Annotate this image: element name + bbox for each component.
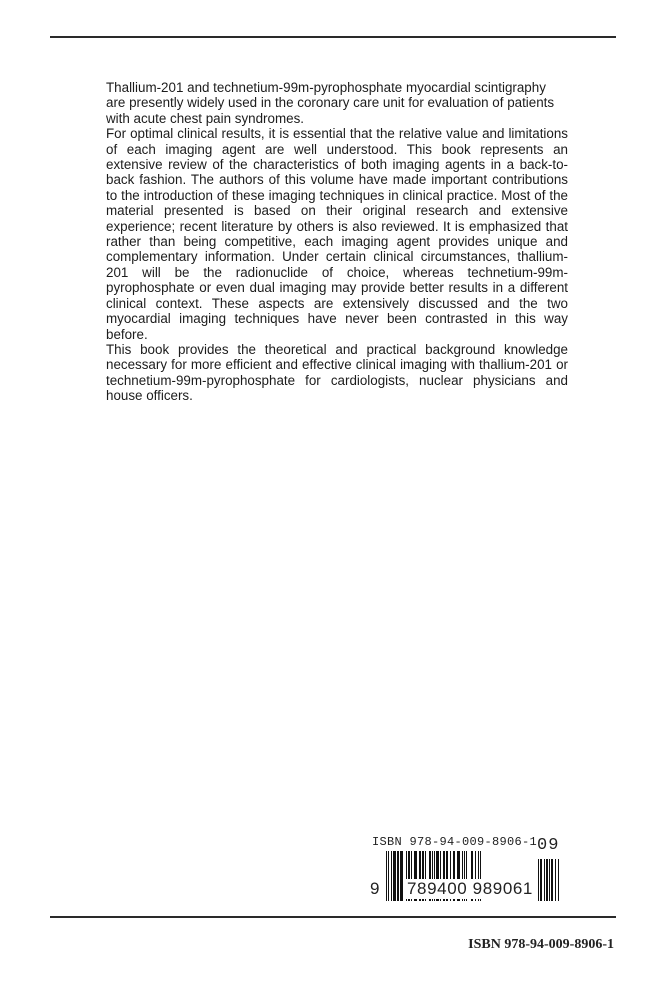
barcode-bar — [391, 851, 392, 901]
blurb-paragraph-1: Thallium-201 and technetium-99m-pyrophosphate myocardial scintigraphy are presently widely used in the coronary care unit for evaluation of patients with acute chest pain syndromes. — [106, 80, 555, 126]
footer-isbn: ISBN 978-94-009-8906-1 — [468, 937, 614, 952]
isbn-barcode — [370, 835, 570, 903]
barcode-bar — [538, 859, 539, 901]
back-cover-blurb — [106, 80, 568, 404]
barcode-bar — [400, 851, 403, 901]
barcode-bar — [386, 851, 387, 901]
barcode-lead-digit: 9 — [370, 879, 380, 898]
barcode-bar — [546, 859, 548, 901]
blurb-paragraph-2: For optimal clinical results, it is essential that the relative value and limitations of each imaging agent are well understood. This book represents an extensive review of the characteristics of both imaging agents in a back-to-back fashion. The authors of this volume have made important contributions to the introduction of these imaging techniques in clinical practice. Most of the material presented is based on their original research and extensive experience; recent literature by others is also reviewed. It is emphasized that rather than being competitive, each imaging agent provides unique and complementary information. Under certain clinical circumstances, thallium-201 will be the radionuclide of choice, whereas technetium-99m-pyrophosphate or even dual imaging may provide better results in a different clinical context. These aspects are extensively discussed and the two myocardial imaging techniques have never been contrasted in this way before. — [106, 126, 568, 342]
barcode-bar — [555, 859, 556, 901]
barcode-bar — [540, 859, 542, 901]
barcode-bar — [551, 859, 553, 901]
barcode-bar — [397, 851, 399, 901]
top-rule — [50, 36, 616, 38]
blurb-paragraph-3: This book provides the theoretical and practical background knowledge necessary for more efficient and effective clinical imaging with thallium-201 or technetium-99m-pyrophosphate for cardiologists, nuclear physicians and house officers. — [106, 341, 568, 404]
barcode-digits: 789400 989061 — [407, 879, 533, 898]
barcode-bar — [558, 859, 559, 901]
barcode-bar — [393, 851, 396, 901]
barcode-addon-digits: 09 — [537, 836, 560, 855]
barcode-isbn-label: ISBN 978-94-009-8906-1 — [372, 835, 538, 849]
barcode-bar — [549, 859, 550, 901]
bottom-rule — [50, 916, 616, 918]
barcode-bar — [388, 851, 389, 901]
barcode-addon-bars — [538, 859, 564, 901]
barcode-bar — [544, 859, 545, 901]
